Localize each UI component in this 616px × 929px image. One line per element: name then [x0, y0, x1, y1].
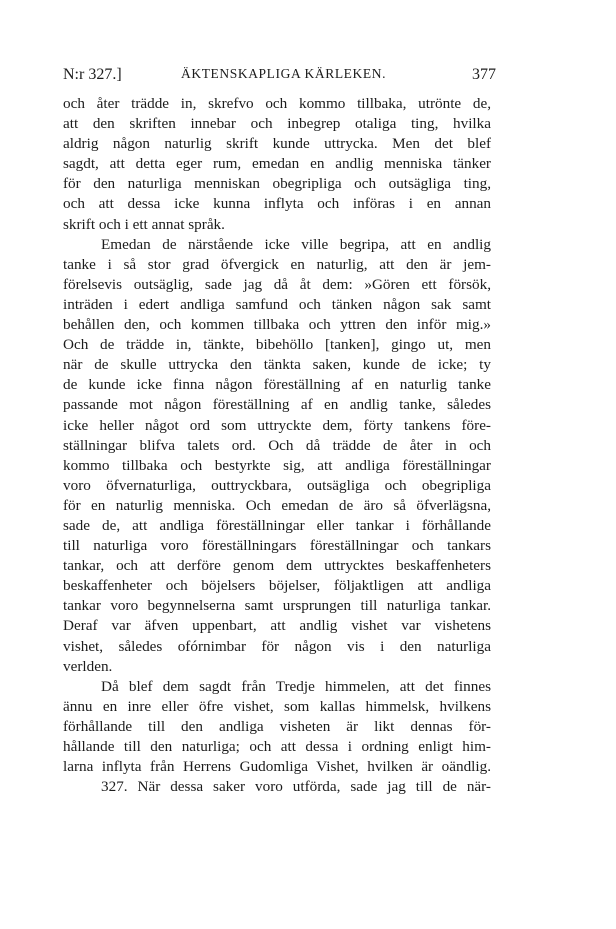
- text-line: verlden.: [63, 657, 113, 675]
- running-header: [63, 66, 496, 88]
- text-line: när de skulle uttrycka den tänkta saken, kunde de icke; ty: [63, 356, 491, 374]
- text-line: för en naturlig menniska. Och emedan de äro så öfverlägsna,: [63, 496, 491, 514]
- section-number: N:r 327.]: [63, 66, 122, 83]
- text-line: 327. När dessa saker voro utförda, sade jag till de när-: [101, 778, 491, 796]
- text-line: tankar voro begynnelserna samt ursprungen till naturliga tankar.: [63, 597, 491, 615]
- page-number: 377: [472, 66, 496, 83]
- text-line: ställningar blifva talets ord. Och då trädde de åter in och: [63, 436, 491, 454]
- text-line: vishet, således ofórnimbar för någon vis i den naturliga: [63, 637, 491, 655]
- running-title: ÄKTENSKAPLIGA KÄRLEKEN.: [181, 66, 387, 81]
- text-line: Emedan de närstående icke ville begripa, att en andlig: [101, 235, 491, 253]
- text-line: icke heller något ord som uttryckte dem, förty tankens före-: [63, 416, 491, 434]
- text-line: Och de trädde in, tänkte, bibehöllo [tanken], gingo ut, men: [63, 336, 491, 354]
- text-line: till naturliga voro föreställningars föreställningar och tankars: [63, 537, 491, 555]
- text-line: hållande till den naturliga; och att dessa i ordning enligt him-: [63, 738, 491, 755]
- text-line: sagdt, att detta eger rum, emedan en andlig menniska tänker: [63, 155, 491, 173]
- text-line: inträden i edert andliga samfund och tänken någon sak samt: [63, 295, 491, 313]
- text-line: passande mot någon föreställning af en andlig tanke, således: [63, 396, 491, 414]
- text-line: tanke i så stor grad öfvergick en naturlig, att den är jem-: [63, 255, 491, 273]
- text-line: beskaffenheter och böjelsers böjelser, följaktligen att andliga: [63, 577, 491, 595]
- text-line: kommo tillbaka och bestyrkte sig, att andliga föreställningar: [63, 456, 491, 474]
- text-line: Då blef dem sagdt från Tredje himmelen, att det finnes: [101, 677, 491, 695]
- text-line: förhållande till den andliga visheten är likt dennas för-: [63, 717, 491, 735]
- text-line: de kunde icke finna någon föreställning af en naturlig tanke: [63, 376, 491, 394]
- text-line: Deraf var äfven uppenbart, att andlig vishet var vishetens: [63, 617, 491, 635]
- text-line: larna inflyta från Herrens Gudomliga Vishet, hvilken är oändlig.: [63, 758, 491, 776]
- body-text: [63, 94, 491, 797]
- text-line: sade de, att andliga föreställningar eller tankar i förhållande: [63, 516, 491, 534]
- text-line: och åter trädde in, skrefvo och kommo tillbaka, utrönte de,: [63, 95, 491, 112]
- text-line: voro öfvernaturliga, outtryckbara, outsägliga och obegripliga: [63, 476, 491, 494]
- text-line: förelsevis outsäglig, sade jag då åt dem: »Gören ett försök,: [63, 275, 491, 293]
- text-line: att den skriften innebar och inbegrep otaliga ting, hvilka: [63, 115, 491, 133]
- text-line: ännu en inre eller öfre vishet, som kallas himmelsk, hvilkens: [63, 697, 491, 715]
- text-line: aldrig någon naturlig skrift kunde uttrycka. Men det blef: [63, 135, 491, 153]
- text-line: skrift och i ett annat språk.: [63, 215, 225, 233]
- text-line: och att dessa icke kunna inflyta och införas i en annan: [63, 195, 491, 213]
- text-line: behållen den, och kommen tillbaka och yttren den inför mig.»: [63, 316, 491, 334]
- text-line: tankar, och att derföre genom dem uttrycktes beskaffenheters: [63, 557, 491, 575]
- text-line: för den naturliga menniskan obegripliga och outsägliga ting,: [63, 175, 491, 193]
